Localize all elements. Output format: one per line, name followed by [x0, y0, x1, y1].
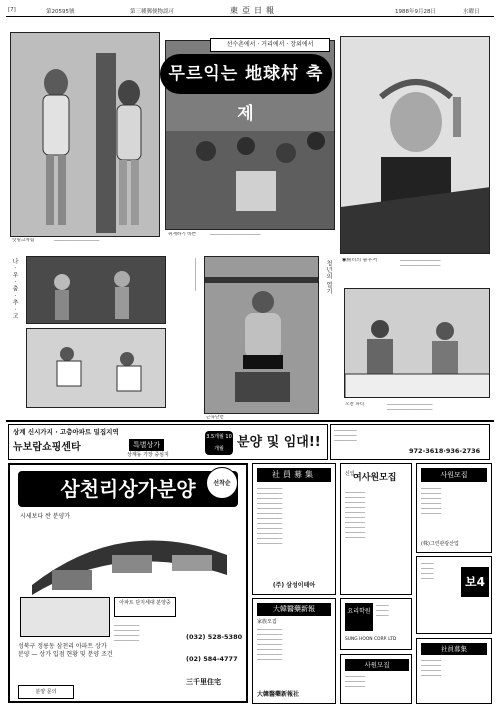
caption-press-title: 취재하기 바쁜	[168, 232, 197, 237]
ad-bottom-right	[416, 638, 492, 704]
ad-samcheonri-details: ────────── ────────── ────────── ──────────	[114, 623, 140, 643]
ad-cook-company: SUNG HOON CORP. LTD	[345, 637, 397, 642]
ad-women-small: 신입	[345, 471, 355, 477]
martial-image	[27, 329, 166, 408]
dance-photo	[26, 256, 166, 324]
ad-newspaper-company: 大韓醫藥新報社	[257, 691, 300, 698]
ad-samcheonri-phone-2: (02) 584-4777	[186, 655, 238, 663]
ad-samcheonri-company: 三千里住宅	[186, 678, 221, 686]
ad-recruit-title: 사원모집	[421, 468, 487, 482]
ad-right-top-body: ───── ───── ───── ─────	[421, 561, 434, 581]
ad-recruit-company: (株)그린관광산업	[421, 541, 459, 547]
feature-title: 무르익는 地球村 축제	[160, 54, 332, 94]
feature-kicker: 선수촌에서 · 거리에서 · 장외에서	[210, 38, 330, 52]
caption-press-text: ────────────────────	[210, 232, 261, 237]
gym-photo	[204, 256, 319, 414]
caption-victory-title: ◉勝리의 솔우저	[342, 258, 378, 263]
ad-newspaper-title: 大韓醫藥新報	[257, 603, 331, 616]
caption-victory-text: ──────────────── ────────────────	[400, 258, 441, 268]
dinner-image	[345, 289, 490, 398]
caption-dinner-text: ────────────────── ──────────────────	[387, 402, 433, 412]
victory-sign-image	[341, 37, 490, 254]
dinner-photo	[344, 288, 490, 398]
ad-boramae	[8, 424, 328, 460]
ad-cook	[340, 598, 412, 650]
ad-recruit	[416, 463, 492, 553]
beach-photo	[10, 32, 160, 237]
ad-bottom-right-body: ──────── ──────── ──────── ────────	[421, 658, 442, 678]
ad-hiring-body: ────────── ────────── ────────── ────────── ────────── ────────── ────────── ────────── ────────── ────────── ────────── ──────────	[257, 486, 283, 546]
ad-samcheonri	[8, 463, 248, 703]
ad-women-body: ──────── ──────── ──────── ──────── ──────── ──────── ──────── ──────── ──────── ────────	[345, 490, 366, 540]
caption-youth-text	[334, 300, 342, 410]
ad-boramae-tagline: 상계 신시가지 · 고층아파트 밀집지역	[13, 428, 119, 436]
ad-samcheonri-subtitle: 시세보다 싼 분양가	[20, 513, 71, 520]
ad-hiring-title: 社員募集	[257, 468, 331, 482]
paper-name: 東亞日報	[230, 6, 278, 15]
issue-date: 1988年9月28日	[395, 9, 436, 15]
ad-women-title: 여사원모집	[353, 473, 397, 483]
ad-newspaper	[252, 598, 336, 704]
ad-bottom-right-title: 社員募集	[421, 643, 487, 655]
ad-boramae-headline: 분양 및 임대!!	[237, 435, 321, 450]
ad-boramae-phone: 972-3618·936-2736	[409, 447, 481, 455]
ad-hiring-company: (주) 삼성이테아	[272, 582, 316, 589]
ad-recruit-body: ──────── ──────── ──────── ──────── ──────── ────────	[421, 486, 442, 516]
caption-dinner-title: 오찬 파티	[345, 402, 365, 407]
caption-beach-text: ──────────────────	[54, 238, 100, 243]
issue-number: 第20595號	[46, 9, 75, 15]
ad-right-top-title: 보4	[461, 567, 489, 597]
ad-samcheonri-map	[20, 597, 110, 637]
ad-sales	[340, 654, 412, 704]
weekday: 水曜日	[463, 9, 480, 15]
page-number: [7]	[8, 7, 16, 13]
weightlifting-image	[205, 257, 319, 414]
dance-image	[27, 257, 166, 324]
header-rule	[6, 16, 494, 17]
vertical-label-dance: 나 · 우 · 춤 · 추 · 고	[11, 258, 18, 320]
ad-women	[340, 463, 412, 595]
victory-photo	[340, 36, 490, 254]
ad-boramae-badge: 특별상가	[129, 439, 164, 451]
caption-dance-text: ─────────────	[193, 258, 198, 291]
ad-sales-body: ──────── ──────── ────────	[345, 674, 366, 689]
ad-newspaper-body: ────────── ────────── ────────── ────────── ────────── ────────── ──────────	[257, 627, 283, 662]
ad-cook-title: 요리학원	[345, 603, 373, 631]
ad-samcheonri-phone-title: 분양 문의	[18, 685, 74, 699]
ad-sales-title: 사원모집	[345, 659, 409, 671]
ad-boramae-info-text: ───────── ───────── ─────────	[334, 428, 357, 443]
ad-right-top	[416, 556, 492, 634]
vertical-label-youth: 청년의 열기	[325, 260, 332, 295]
caption-beach-title: 핫핑크차림	[12, 238, 35, 243]
registration-note: 第三種郵便物認可	[130, 9, 175, 15]
ad-boramae-info	[330, 424, 490, 460]
section-rule	[6, 420, 494, 422]
ad-cook-body: ───── ───── ─────	[376, 603, 389, 618]
ad-samcheonri-stamp: 선착순	[206, 467, 238, 499]
beach-figures-image	[11, 33, 160, 237]
ad-samcheonri-phone-1: (032) 528-5380	[186, 633, 243, 641]
ad-samcheonri-rendering	[22, 515, 236, 595]
ad-samcheonri-title: 삼천리상가분양	[18, 471, 238, 507]
ad-newspaper-subtitle: 家族모집	[257, 619, 277, 625]
ad-hiring	[252, 463, 336, 595]
ad-boramae-months: 3.5개월 10개월	[205, 431, 233, 455]
martial-photo	[26, 328, 166, 408]
ad-samcheonri-body: 성북구 정릉동 삼천리 아파트 상가 분양 — 상가 입점 현황 및 분양 조건	[18, 643, 113, 658]
ad-boramae-location: 상계동 가장 중심지	[127, 452, 169, 458]
ad-samcheonri-note: 아파트 단지세대 분양중	[114, 597, 176, 617]
caption-gym-title: 근육단련	[206, 415, 224, 420]
ad-boramae-company: 뉴보람쇼핑센타	[13, 442, 81, 453]
